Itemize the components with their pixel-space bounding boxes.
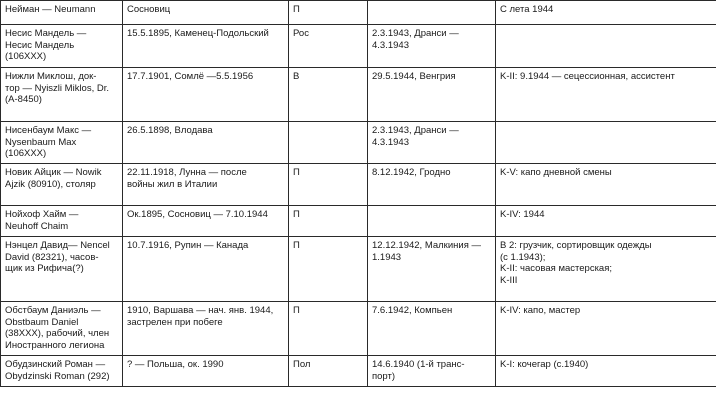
cell-text-line: K-II: часовая мастерская; [500,263,612,274]
cell-text-line: 29.5.1944, Венгрия [372,71,456,82]
cell-text-line: Nysenbaum Max [5,136,77,148]
cell-text-line: П [293,305,300,316]
cell-text-line: Нейман — Neumann [5,4,96,15]
birth-death-cell [123,164,289,206]
cell-text-line: П [293,209,300,220]
cell-text-line: 1.1943 [372,251,402,263]
cell-text-line: Obstbaum Daniel [5,316,79,328]
table-row [1,206,716,237]
cell-text-line: 10.7.1916, Рупин — Канада [127,240,249,251]
deportation-cell [368,68,496,122]
cell-text-line: 15.5.1895, Каменец-Подольский [127,28,269,39]
cell-text-line: Несис Мандель [5,39,75,51]
cell-text-line: (с 1.1943); [500,251,546,263]
table-row [1,68,716,122]
name-cell [1,302,123,356]
name-cell [1,1,123,25]
cell-text-line: K-IV: капо, мастер [500,305,581,316]
cell-text-line: (106XXX) [5,148,47,159]
cell-text-line: K-III [500,274,518,286]
cell-text-line: 8.12.1942, Гродно [372,167,451,178]
cell-text-line: 7.6.1942, Компьен [372,305,453,316]
cell-text-line: 1910, Варшава — нач. янв. 1944, [127,305,274,316]
birth-death-cell [123,122,289,164]
cell-text-line: Обстбаум Даниэль — [5,305,101,316]
deportation-cell [368,164,496,206]
sonderkommando-cell [496,302,716,356]
cell-text-line: 14.6.1940 (1-й транс- [372,359,465,370]
birth-death-cell [123,1,289,25]
table-row [1,356,716,387]
cell-text-line: тор — Nyiszli Miklos, Dr. [5,82,110,94]
table-row [1,164,716,206]
birth-death-cell [123,237,289,302]
cell-text-line: С лета 1944 [500,4,554,15]
cell-text-line: 17.7.1901, Сомлё —5.5.1956 [127,71,254,82]
deportation-cell [368,302,496,356]
cell-text-line: (106XXX) [5,51,47,62]
cell-text-line: Пол [293,359,311,370]
birth-death-cell [123,25,289,68]
name-cell [1,122,123,164]
cell-text-line: K-I: кочегар (с.1940) [500,359,589,370]
name-cell [1,164,123,206]
name-cell [1,206,123,237]
cell-text-line: Нисенбаум Макс — [5,125,92,136]
table-row [1,302,716,356]
birth-death-cell [123,356,289,387]
cell-text-line: Нойхоф Хайм — [5,209,79,220]
deportation-cell [368,1,496,25]
origin-cell [289,122,368,164]
cell-text-line: 2.3.1943, Дранси — [372,28,459,39]
sonderkommando-cell [496,122,716,164]
cell-text-line: войны жил в Италии [127,178,218,190]
sonderkommando-cell [496,164,716,206]
cell-text-line: Ajzik (80910), столяр [5,178,96,190]
name-cell [1,25,123,68]
cell-text-line: Obydzinski Roman (292) [5,370,110,382]
cell-text-line: Рос [293,28,309,39]
header-row [1,1,716,25]
name-cell [1,356,123,387]
deportation-cell [368,206,496,237]
cell-text-line: В [293,71,300,82]
cell-text-line: П [293,167,300,178]
cell-text-line: Несис Мандель — [5,28,87,39]
deportation-cell [368,122,496,164]
cell-text-line: Neuhoff Chaim [5,220,69,232]
cell-text-line: Иностранного легиона [5,339,105,351]
origin-cell [289,68,368,122]
table-row [1,122,716,164]
cell-text-line: застрелен при побеге [127,316,223,328]
cell-text-line: 2.3.1943, Дранси — [372,125,459,136]
deportation-cell [368,25,496,68]
cell-text-line: щик из Рифича(?) [5,263,84,274]
birth-death-cell [123,206,289,237]
sonderkommando-cell [496,1,716,25]
cell-text-line: Сосновиц [127,4,171,15]
cell-text-line: порт) [372,370,396,382]
deportation-cell [368,356,496,387]
cell-text-line: (38XXX), рабочий, член [5,328,110,339]
cell-text-line: Нэнцел Давид— Nencel [5,240,110,251]
sonderkommando-cell [496,206,716,237]
origin-cell [289,356,368,387]
cell-text-line: 22.11.1918, Лунна — после [127,167,247,178]
cell-text-line: (A-8450) [5,94,42,105]
origin-cell [289,1,368,25]
sonderkommando-cell [496,68,716,122]
name-cell [1,68,123,122]
cell-text-line: Новик Айцик — Nowik [5,167,102,178]
cell-text-line: 4.3.1943 [372,39,409,51]
table-row [1,25,716,68]
deportation-cell [368,237,496,302]
origin-cell [289,206,368,237]
origin-cell [289,302,368,356]
cell-text-line: Обудзинский Роман — [5,359,106,370]
sonderkommando-cell [496,356,716,387]
cell-text-line: David (82321), часов- [5,251,99,263]
sonderkommando-cell [496,237,716,302]
cell-text-line: ? — Польша, ок. 1990 [127,359,224,370]
cell-text-line: Ок.1895, Сосновиц — 7.10.1944 [127,209,268,220]
origin-cell [289,25,368,68]
birth-death-cell [123,68,289,122]
cell-text-line: K-V: капо дневной смены [500,167,612,178]
birth-death-cell [123,302,289,356]
origin-cell [289,237,368,302]
cell-text-line: П [293,240,300,251]
cell-text-line: Нижли Миклош, док- [5,71,97,82]
origin-cell [289,164,368,206]
cell-text-line: B 2: грузчик, сортировщик одежды [500,240,652,251]
cell-text-line: 26.5.1898, Влодава [127,125,213,136]
cell-text-line: 12.12.1942, Малкиния — [372,240,481,251]
sonderkommando-cell [496,25,716,68]
cell-text-line: K-IV: 1944 [500,209,545,220]
cell-text-line: П [293,4,300,15]
cell-text-line: K-II: 9.1944 — сецессионная, ассистент [500,71,675,82]
table-row [1,237,716,302]
registry-body [1,1,716,387]
name-cell [1,237,123,302]
cell-text-line: 4.3.1943 [372,136,409,148]
